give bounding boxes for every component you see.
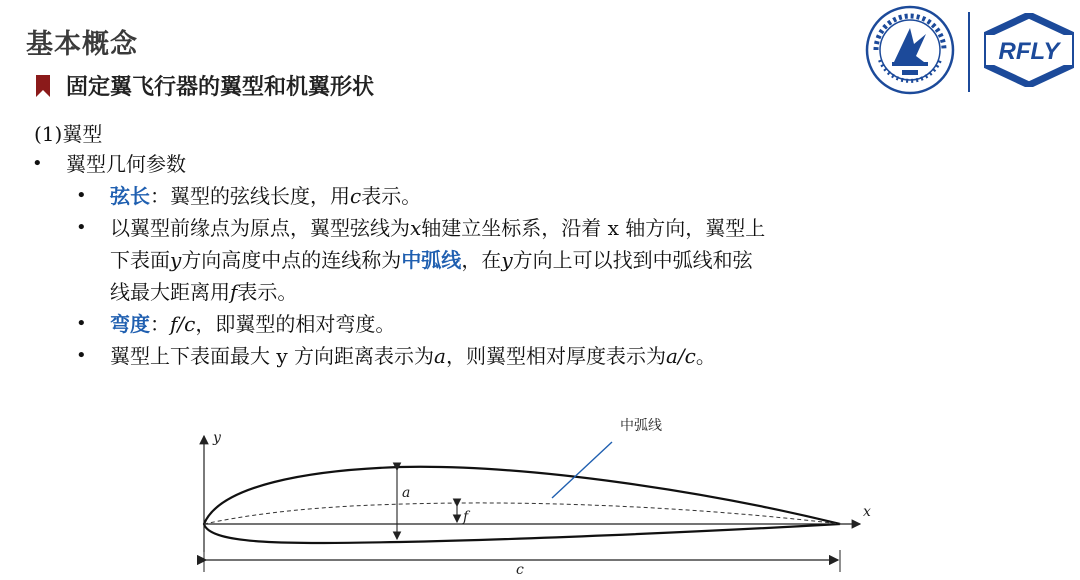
bullet-level1: • 翼型几何参数 <box>32 152 186 176</box>
term-chord: 弦长 <box>110 184 150 208</box>
callout-label: 中弧线 <box>620 418 662 434</box>
bullet-list <box>32 148 1042 372</box>
svg-text:RFLY: RFLY <box>998 38 1060 65</box>
term-camber: 弯度 <box>110 312 150 336</box>
bullet-thickness: • 翼型上下表面最大 y 方向距离表示为a，则翼型相对厚度表示为a/c。 <box>76 344 716 368</box>
chord-label: c <box>516 562 524 576</box>
subtitle-text: 固定翼飞行器的翼型和机翼形状 <box>66 75 375 100</box>
university-seal-logo <box>864 4 956 100</box>
logo-divider <box>968 12 970 92</box>
bullet-camber: • 弯度：f/c，即翼型的相对弯度。 <box>76 312 396 336</box>
thickness-label: a <box>402 485 411 501</box>
callout-leader <box>552 442 612 498</box>
bullet-camber-line: • 以翼型前缘点为原点，翼型弦线为x轴建立坐标系，沿着 x 轴方向，翼型上 下表面y方向高度中点的连线称为中弧线，在y方向上可以找到中弧线和弦 线最大距离用f表示。 <box>76 216 766 304</box>
section-subtitle <box>36 70 374 101</box>
header-logos <box>864 4 1074 100</box>
mean-camber-line <box>204 503 840 524</box>
section-heading: (1)翼型 <box>34 122 103 146</box>
rfly-logo <box>984 13 1074 91</box>
bookmark-icon <box>36 75 50 97</box>
page-title: 基本概念 <box>26 29 138 60</box>
term-camber-line: 中弧线 <box>401 248 462 272</box>
airfoil-diagram <box>180 410 880 580</box>
x-axis-label: x <box>863 504 871 520</box>
y-axis-label: y <box>213 430 221 446</box>
camber-label: f <box>463 509 469 525</box>
bullet-chord: • 弦长：翼型的弦线长度，用c表示。 <box>76 184 422 208</box>
airfoil-outline <box>204 467 840 543</box>
